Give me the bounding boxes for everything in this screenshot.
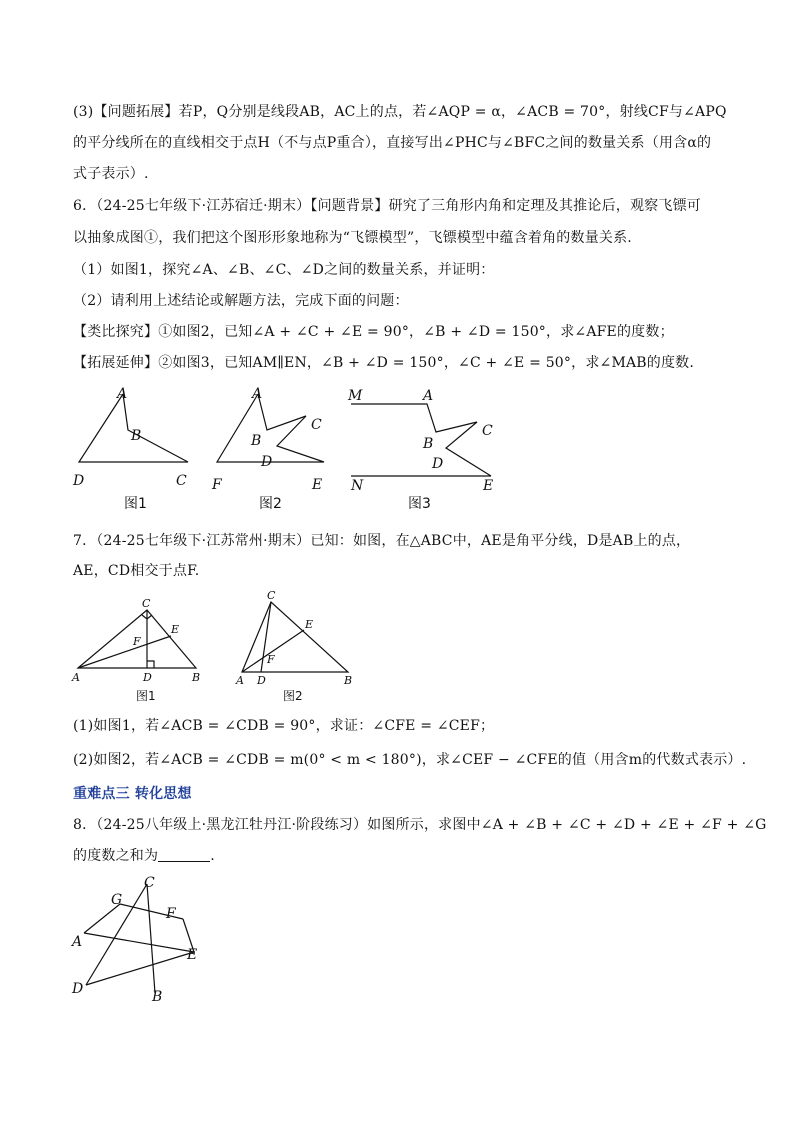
q8-line2-text: 的度数之和为	[73, 848, 159, 864]
q7-fig1-label-a: A	[72, 671, 80, 684]
q7-fig1	[71, 597, 200, 703]
q7-fig2-label-f: F	[267, 653, 275, 666]
q6-line1: 6．（24-25七年级下·江苏宿迁·期末）【问题背景】研究了三角形内角和定理及其推论后，观察飞镖可	[73, 198, 701, 214]
q7-fig1-label-d: D	[143, 671, 152, 684]
q6-fig3-label-c: C	[482, 423, 493, 439]
q8-label-b: B	[152, 989, 163, 1005]
q7-part2: (2)如图2，若∠ACB = ∠CDB = m(0° < m < 180°)，求∠CEF − ∠CFE的值（用含m的代数式表示）.	[73, 752, 747, 768]
q6-fig2	[211, 386, 324, 512]
q7-fig2	[235, 589, 352, 703]
q8-line2-tail: .	[210, 848, 215, 864]
q6-fig3-label-a: A	[423, 388, 434, 404]
q6-fig2-label-b: B	[251, 433, 262, 449]
q7-fig1-label-b: B	[192, 671, 201, 684]
q6-fig3-label-e: E	[483, 478, 494, 494]
q7-line1: 7．（24-25七年级下·江苏常州·期末）已知：如图，在△ABC中，AE是角平分线，D是AB上的点，	[73, 533, 691, 549]
q7-fig2-label-d: D	[257, 674, 266, 687]
q6-fig3-label-m: M	[348, 388, 363, 404]
q8-line1: 8．（24-25八年级上·黑龙江牡丹江·阶段练习）如图所示，求图中∠A + ∠B + ∠C + ∠D + ∠E + ∠F + ∠G	[73, 817, 767, 833]
q8-label-g: G	[111, 892, 123, 908]
q7-line2: AE，CD相交于点F.	[73, 563, 200, 579]
q7-part1: (1)如图1，若∠ACB = ∠CDB = 90°，求证：∠CFE = ∠CEF；	[73, 718, 495, 734]
q6-fig3	[347, 388, 493, 512]
section-heading: 重难点三 转化思想	[73, 786, 192, 802]
q6-fig2-label-f: F	[212, 477, 222, 493]
q6-fig2-label-a: A	[252, 386, 263, 402]
q8-label-e: E	[187, 947, 198, 963]
q6-part2: （2）请利用上述结论或解题方法，完成下面的问题：	[73, 293, 409, 309]
q6-line2: 以抽象成图①，我们把这个图形形象地称为“飞镖模型”，飞镖模型中蕴含着角的数量关系.	[73, 230, 632, 246]
q7-fig2-label-b: B	[344, 674, 353, 687]
q7-fig2-caption: 图2	[283, 689, 303, 703]
q8-figure	[66, 873, 216, 1008]
q6-fig2-label-e: E	[312, 477, 323, 493]
q6-fig1-label-d: D	[73, 473, 85, 489]
q6-fig1-label-b: B	[131, 428, 142, 444]
q5-part3-line2: 的平分线所在的直线相交于点H（不与点P重合），直接写出∠PHC与∠BFC之间的数量关系（用含α的	[73, 135, 712, 151]
q8-line2	[73, 847, 215, 865]
q6-fig3-label-d: D	[432, 456, 444, 472]
q6-fig2-label-c: C	[311, 417, 322, 433]
q6-fig3-label-b: B	[423, 436, 434, 452]
q5-part3-line1: (3)【问题拓展】若P，Q分别是线段AB，AC上的点，若∠AQP = α，∠ACB = 70°，射线CF与∠APQ	[73, 104, 727, 120]
answer-blank	[158, 847, 210, 862]
q7-fig2-label-e: E	[305, 618, 314, 631]
q8-label-d: D	[72, 981, 84, 997]
q7-fig1-label-f: F	[133, 635, 141, 648]
q6-part1: （1）如图1，探究∠A、∠B、∠C、∠D之间的数量关系，并证明：	[73, 262, 495, 278]
q7-fig1-caption: 图1	[136, 689, 156, 703]
q7-fig1-label-c: C	[142, 597, 151, 610]
q6-fig3-label-n: N	[351, 478, 364, 494]
q6-fig1-label-c: C	[176, 473, 187, 489]
q6-fig2-label-d: D	[261, 454, 273, 470]
q6-figures	[60, 380, 520, 520]
q7-fig2-label-c: C	[267, 589, 276, 602]
q8-label-f: F	[166, 906, 176, 922]
q7-figures	[66, 590, 366, 708]
q6-extension: 【拓展延伸】②如图3，已知AM∥EN，∠B + ∠D = 150°，∠C + ∠E = 50°，求∠MAB的度数.	[73, 355, 695, 371]
q7-fig1-label-e: E	[171, 623, 180, 636]
q5-part3-line3: 式子表示）.	[73, 166, 149, 182]
q6-fig1-label-a: A	[117, 386, 128, 402]
q8-label-a: A	[72, 934, 83, 950]
q6-fig1-caption: 图1	[124, 496, 147, 512]
q8-label-c: C	[144, 875, 155, 891]
q6-fig1	[72, 386, 188, 512]
q6-fig3-caption: 图3	[408, 496, 431, 512]
q6-analogy: 【类比探究】①如图2，已知∠A + ∠C + ∠E = 90°，∠B + ∠D = 150°，求∠AFE的度数；	[73, 324, 674, 340]
q7-fig2-label-a: A	[236, 674, 244, 687]
q6-fig2-caption: 图2	[259, 496, 282, 512]
